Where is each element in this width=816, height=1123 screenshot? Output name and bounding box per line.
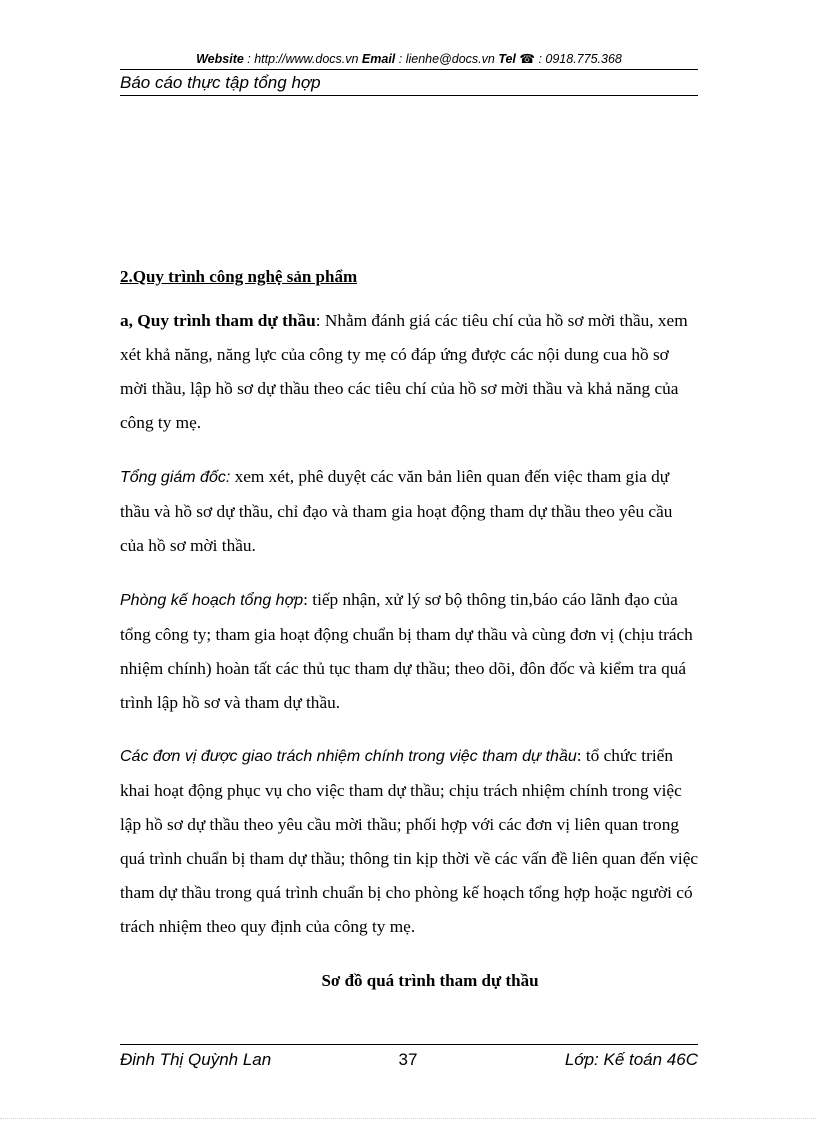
page-number: 37 — [398, 1050, 418, 1069]
tel-label: Tel — [498, 52, 516, 66]
paragraph-bidding-process — [120, 304, 700, 440]
paragraph-planning-department — [120, 583, 700, 720]
email-label: Email — [361, 52, 396, 66]
paragraph-body: xem xét, phê duyệt các văn bản liên quan đến việc tham gia dự thầu và hồ sơ dự thầu, chỉ đạo và tham gia hoạt động tham dự thầu theo yêu cầu của hồ sơ mời thầu. — [120, 467, 673, 555]
paragraph-lead: a, Quy trình tham dự thầu — [120, 311, 316, 330]
top-banner — [120, 50, 698, 68]
email-address[interactable]: : lienhe@docs.vn — [395, 52, 499, 66]
paragraph-body: : tiếp nhận, xử lý sơ bộ thông tin,báo cáo lãnh đạo của tổng công ty; tham gia hoạt động chuẩn bị tham dự thầu và cùng đơn vị (chịu trách nhiệm chính) hoàn tất các thủ tục tham dự thầu; theo dõi, đôn đốc và kiểm tra quá trình lập hồ sơ và tham dự thầu. — [120, 590, 693, 712]
banner-rule — [120, 69, 698, 70]
paragraph-body: : tổ chức triển khai hoạt động phục vụ cho việc tham dự thầu; chịu trách nhiệm chính trong việc lập hồ sơ dự thầu theo yêu cầu mời thầu; phối hợp với các đơn vị liên quan trong quá trình chuẩn bị tham dự thầu; thông tin kịp thời về các vấn đề liên quan đến việc tham dự thầu trong quá trình chuẩn bị cho phòng kế hoạch tổng hợp hoặc người có trách nhiệm theo quy định của công ty mẹ. — [120, 746, 699, 936]
paragraph-body: : Nhằm đánh giá các tiêu chí của hồ sơ mời thầu, xem xét khả năng, năng lực của công ty mẹ có đáp ứng được các nội dung cua hồ sơ mời thầu, lập hồ sơ dự thầu theo các tiêu chí của hồ sơ mời thầu và khả năng của công ty mẹ. — [120, 311, 688, 432]
phone-icon: ☎ — [519, 52, 535, 66]
header-title: Báo cáo thực tập tổng hợp — [120, 73, 321, 92]
phone-number: : 0918.775.368 — [534, 52, 622, 66]
page-footer — [120, 1048, 698, 1072]
footer-class: Lớp: Kế toán 46C — [564, 1050, 698, 1069]
section-title: 2.Quy trình công nghệ sản phẩm — [120, 267, 358, 286]
header-rule — [120, 95, 698, 96]
diagram-title: Sơ đồ quá trình tham dự thầu — [321, 971, 539, 990]
website-url[interactable]: : http://www.docs.vn — [243, 52, 362, 66]
paragraph-lead: Tổng giám đốc: — [120, 469, 231, 486]
website-label: Website — [196, 52, 244, 66]
page-edge-divider — [0, 1118, 816, 1119]
footer-author: Đinh Thị Quỳnh Lan — [120, 1050, 272, 1069]
paragraph-lead: Phòng kế hoạch tổng hợp — [120, 592, 304, 609]
paragraph-general-director — [120, 460, 700, 563]
paragraph-lead: Các đơn vị được giao trách nhiệm chính trong việc tham dự thầu — [120, 748, 577, 765]
footer-rule — [120, 1044, 698, 1045]
paragraph-responsible-units — [120, 739, 700, 944]
